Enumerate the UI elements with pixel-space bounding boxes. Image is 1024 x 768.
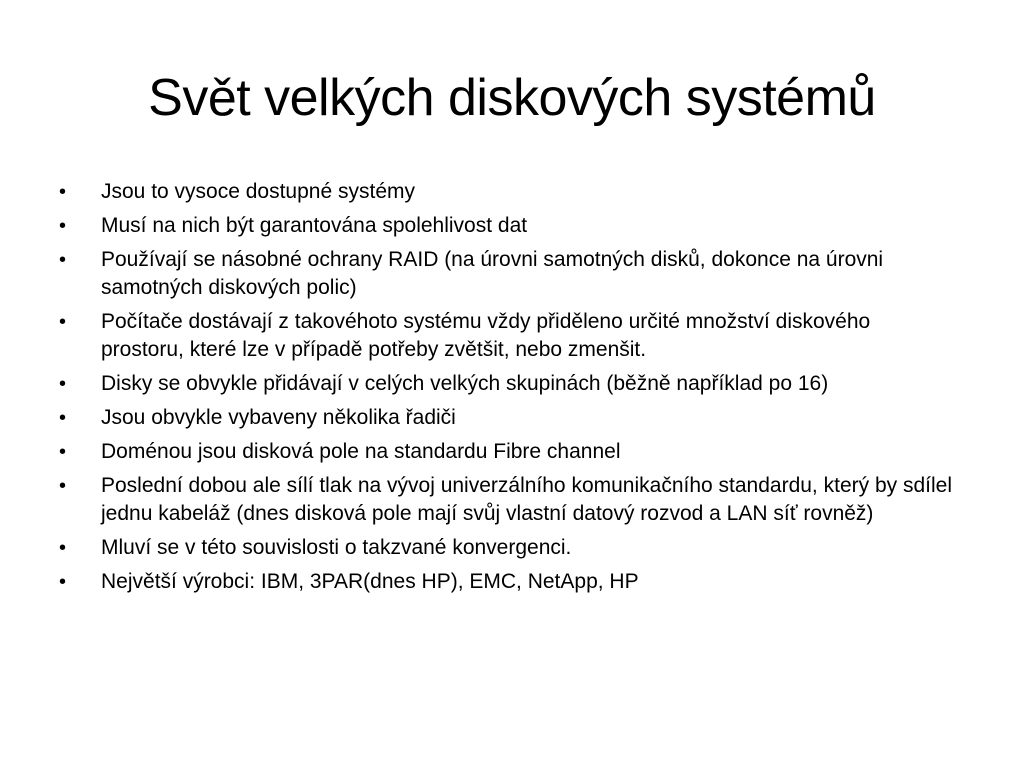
bullet-icon: •	[59, 215, 67, 237]
list-item	[56, 568, 956, 596]
list-item	[56, 534, 956, 562]
slide-title: Svět velkých diskových systémů	[148, 69, 876, 127]
bullet-text: Doménou jsou disková pole na standardu Fibre channel	[101, 440, 621, 463]
bullet-icon: •	[59, 373, 67, 395]
bullet-icon: •	[59, 311, 67, 333]
bullet-text: Počítače dostávají z takovéhoto systému vždy přiděleno určité množství diskového prostoru, které lze v případě potřeby zvětšit, nebo zmenšit.	[101, 310, 871, 361]
list-item	[56, 178, 956, 206]
list-item	[56, 308, 956, 364]
bullet-text: Jsou to vysoce dostupné systémy	[101, 180, 415, 203]
list-item	[56, 472, 956, 528]
bullet-icon: •	[59, 407, 67, 429]
bullet-list	[56, 178, 956, 602]
bullet-icon: •	[59, 571, 67, 593]
list-item	[56, 404, 956, 432]
bullet-icon: •	[59, 441, 67, 463]
bullet-text: Poslední dobou ale sílí tlak na vývoj univerzálního komunikačního standardu, který by sdílel jednu kabeláž (dnes disková pole mají svůj vlastní datový rozvod a LAN síť rovněž)	[101, 474, 952, 525]
bullet-text: Musí na nich být garantována spolehlivost dat	[101, 214, 528, 237]
bullet-icon: •	[59, 181, 67, 203]
list-item	[56, 246, 956, 302]
list-item	[56, 438, 956, 466]
bullet-text: Mluví se v této souvislosti o takzvané konvergenci.	[101, 536, 572, 559]
list-item	[56, 370, 956, 398]
bullet-icon: •	[59, 249, 67, 271]
list-item	[56, 212, 956, 240]
bullet-icon: •	[59, 475, 67, 497]
bullet-text: Disky se obvykle přidávají v celých velkých skupinách (běžně například po 16)	[101, 372, 829, 395]
bullet-icon: •	[59, 537, 67, 559]
bullet-text: Používají se násobné ochrany RAID (na úrovni samotných disků, dokonce na úrovni samotných diskových polic)	[101, 248, 884, 299]
bullet-text: Jsou obvykle vybaveny několika řadiči	[101, 406, 456, 429]
bullet-text: Největší výrobci: IBM, 3PAR(dnes HP), EMC, NetApp, HP	[101, 570, 639, 593]
